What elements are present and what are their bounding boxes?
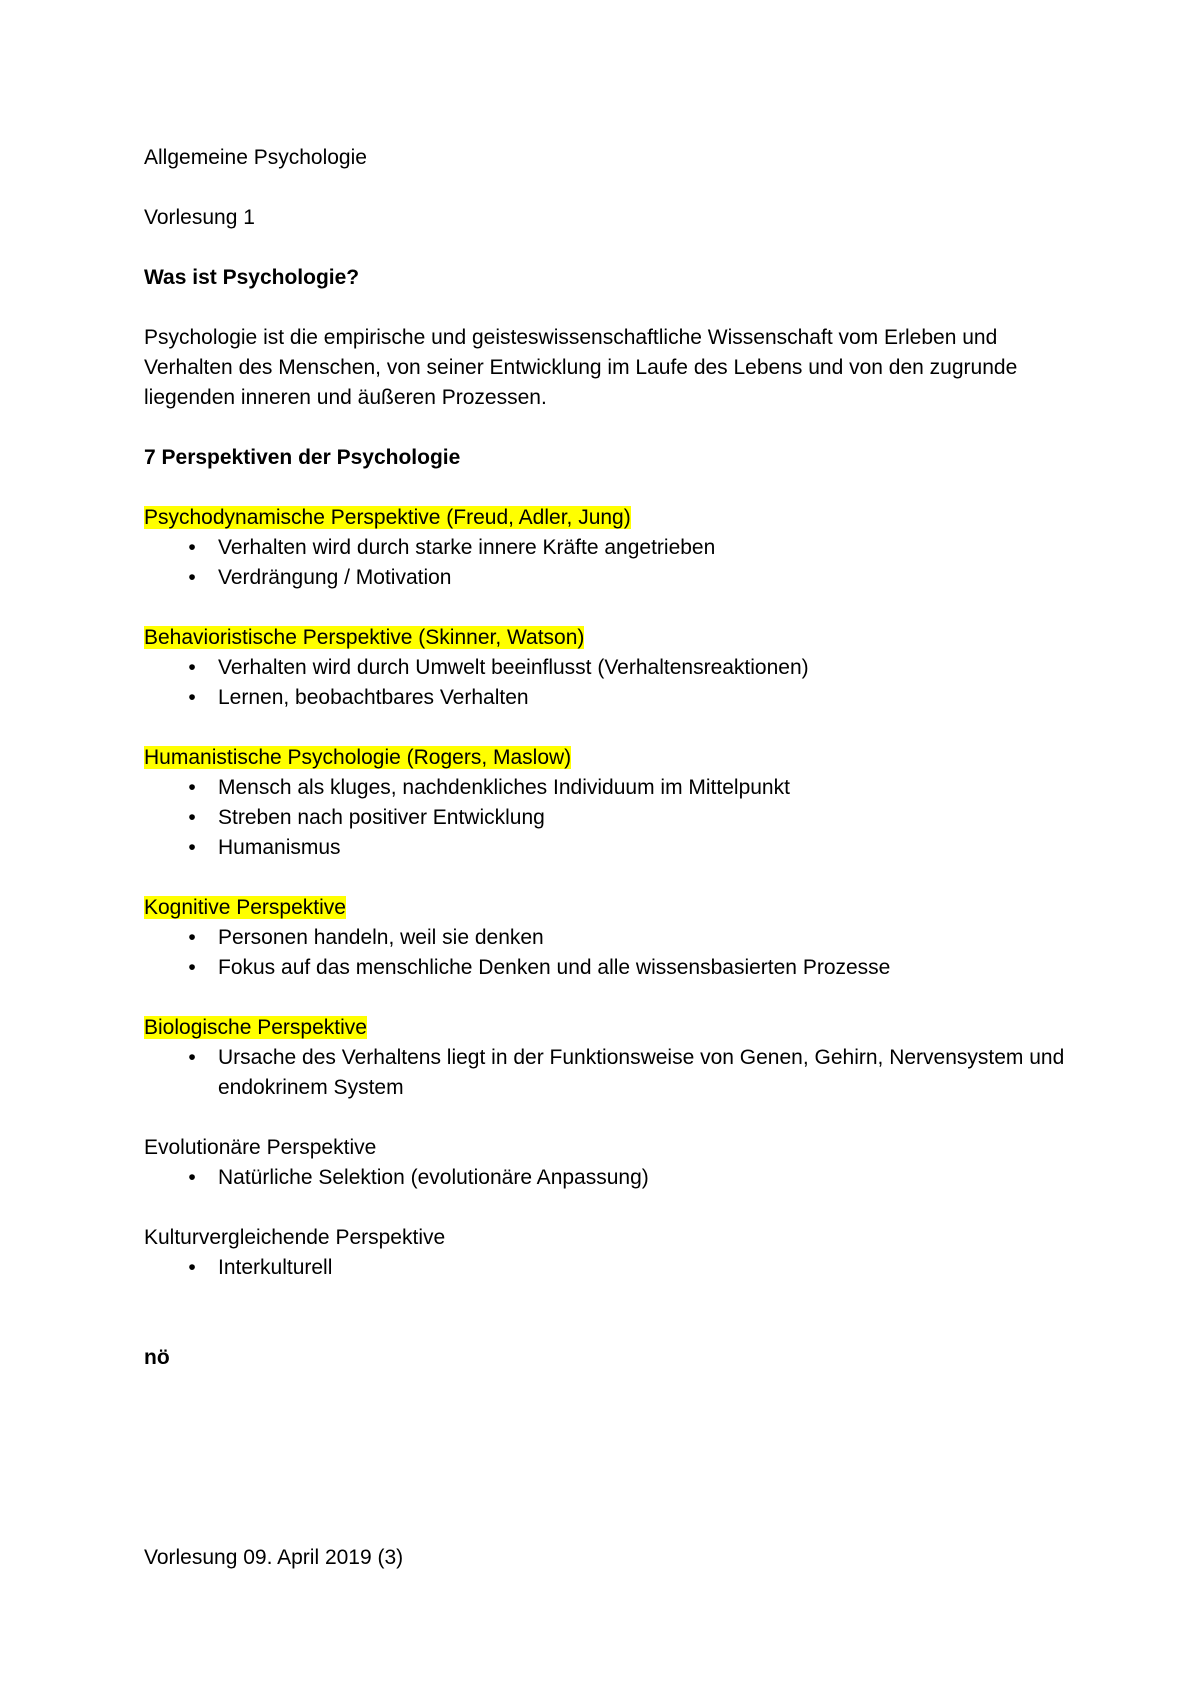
list-item <box>144 953 1078 983</box>
list-item <box>144 1043 1078 1103</box>
bullet-list <box>144 653 1084 713</box>
bullet-icon: • <box>188 776 196 799</box>
bullet-icon: • <box>188 1046 196 1069</box>
bullet-icon: • <box>188 836 196 859</box>
bullet-icon: • <box>188 656 196 679</box>
bullet-icon: • <box>188 806 196 829</box>
perspective-title <box>144 1133 1084 1163</box>
perspective-title-text: Kulturvergleichende Perspektive <box>144 1226 446 1249</box>
perspective-title-text: Humanistische Psychologie (Rogers, Maslow) <box>144 746 572 769</box>
list-item-text: Fokus auf das menschliche Denken und alle wissensbasierten Prozesse <box>218 956 891 979</box>
bullet-icon: • <box>188 1256 196 1279</box>
lecture-label: Vorlesung 1 <box>144 206 255 229</box>
perspectives-list <box>144 503 1084 1283</box>
bullet-list <box>144 533 1084 593</box>
bullet-icon: • <box>188 566 196 589</box>
bullet-list <box>144 923 1084 983</box>
bullet-list <box>144 1253 1084 1283</box>
perspective-title <box>144 503 1084 533</box>
perspective-title <box>144 1223 1084 1253</box>
perspective-title <box>144 623 1084 653</box>
list-item-text: Natürliche Selektion (evolutionäre Anpassung) <box>218 1166 649 1189</box>
list-item-text: Mensch als kluges, nachdenkliches Individuum im Mittelpunkt <box>218 776 790 799</box>
perspective-title <box>144 893 1084 923</box>
course-title: Allgemeine Psychologie <box>144 146 367 169</box>
list-item-text: Verhalten wird durch Umwelt beeinflusst (Verhaltensreaktionen) <box>218 656 809 679</box>
list-item-text: Personen handeln, weil sie denken <box>218 926 544 949</box>
list-item-text: Verhalten wird durch starke innere Kräfte angetrieben <box>218 536 716 559</box>
bullet-icon: • <box>188 956 196 979</box>
closing-word: nö <box>144 1346 170 1369</box>
list-item <box>144 833 1078 863</box>
bullet-list <box>144 1043 1084 1103</box>
perspective-title-text: Kognitive Perspektive <box>144 896 346 919</box>
list-item <box>144 803 1078 833</box>
perspective-title-text: Evolutionäre Perspektive <box>144 1136 377 1159</box>
question-heading: Was ist Psychologie? <box>144 266 360 289</box>
bullet-icon: • <box>188 686 196 709</box>
list-item-text: Ursache des Verhaltens liegt in der Funktionsweise von Genen, Gehirn, Nervensystem und endokrinem System <box>218 1046 1065 1099</box>
list-item <box>144 563 1078 593</box>
perspectives-heading: 7 Perspektiven der Psychologie <box>144 446 461 469</box>
bullet-list <box>144 1163 1084 1193</box>
list-item-text: Interkulturell <box>218 1256 333 1279</box>
list-item <box>144 773 1078 803</box>
list-item <box>144 533 1078 563</box>
list-item <box>144 653 1078 683</box>
perspective-title-text: Behavioristische Perspektive (Skinner, Watson) <box>144 626 585 649</box>
bullet-icon: • <box>188 926 196 949</box>
list-item-text: Verdrängung / Motivation <box>218 566 452 589</box>
list-item-text: Humanismus <box>218 836 341 859</box>
footer-lecture-label: Vorlesung 09. April 2019 (3) <box>144 1546 404 1569</box>
perspective-section <box>144 1013 1084 1133</box>
list-item-text: Streben nach positiver Entwicklung <box>218 806 545 829</box>
list-item <box>144 1253 1078 1283</box>
perspective-title-text: Biologische Perspektive <box>144 1016 367 1039</box>
perspective-section <box>144 1133 1084 1223</box>
list-item <box>144 923 1078 953</box>
perspective-section <box>144 1223 1084 1283</box>
list-item <box>144 683 1078 713</box>
list-item <box>144 1163 1078 1193</box>
perspective-section <box>144 893 1084 1013</box>
bullet-list <box>144 773 1084 863</box>
perspective-title-text: Psychodynamische Perspektive (Freud, Adler, Jung) <box>144 506 631 529</box>
list-item-text: Lernen, beobachtbares Verhalten <box>218 686 529 709</box>
perspective-section <box>144 503 1084 623</box>
bullet-icon: • <box>188 536 196 559</box>
perspective-title <box>144 1013 1084 1043</box>
perspective-section <box>144 623 1084 743</box>
perspective-section <box>144 743 1084 893</box>
bullet-icon: • <box>188 1166 196 1189</box>
document-body <box>144 143 1084 1373</box>
perspective-title <box>144 743 1084 773</box>
definition-paragraph: Psychologie ist die empirische und geisteswissenschaftliche Wissenschaft vom Erleben und Verhalten des Menschen, von seiner Entwicklung im Laufe des Lebens und von den zugrunde liegenden inneren und äußeren Prozessen. <box>144 326 1018 409</box>
